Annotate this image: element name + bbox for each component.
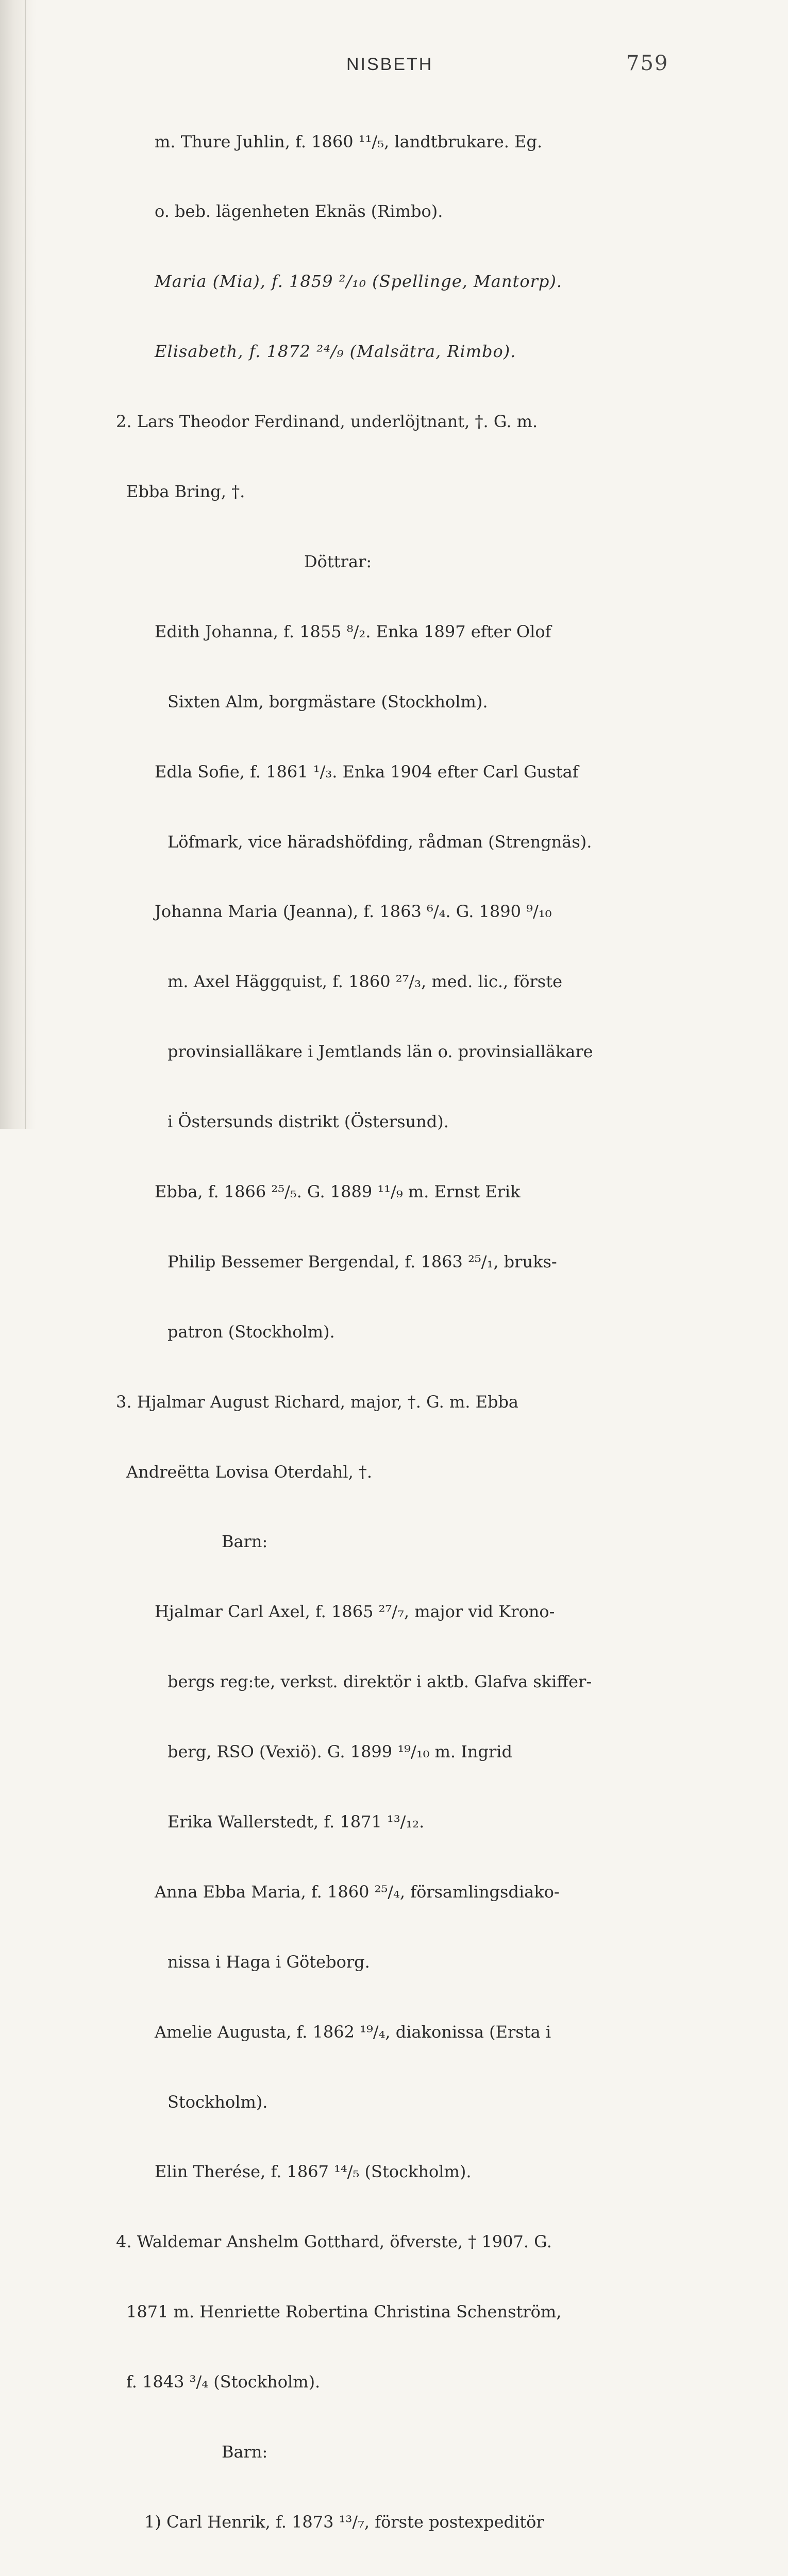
text-line: berg, RSO (Vexiö). G. 1899 ¹⁹/₁₀ m. Ingrid	[167, 1742, 513, 1762]
text-line: 2. Lars Theodor Ferdinand, underlöjtnant, †. G. m.	[116, 412, 538, 432]
text-line: Andreëtta Lovisa Oterdahl, †.	[126, 1462, 373, 1482]
text-line: 3. Hjalmar August Richard, major, †. G. m. Ebba	[116, 1392, 518, 1412]
text-line: i Östersunds distrikt (Östersund).	[167, 1112, 449, 1132]
text-line: provinsialläkare i Jemtlands län o. provinsialläkare	[167, 1042, 593, 1062]
text-line: Löfmark, vice häradshöfding, rådman (Strengnäs).	[167, 832, 592, 852]
text-line: Philip Bessemer Bergendal, f. 1863 ²⁵/₁, bruks-	[167, 1251, 557, 1272]
text-line: Hjalmar Carl Axel, f. 1865 ²⁷/₇, major vid Krono-	[155, 1602, 555, 1622]
text-line: 1871 m. Henriette Robertina Christina Schenström,	[126, 2302, 562, 2322]
page-header	[0, 52, 788, 82]
text-line: Maria (Mia), f. 1859 ²/₁₀ (Spellinge, Mantorp).	[155, 272, 563, 292]
text-line: Johanna Maria (Jeanna), f. 1863 ⁶/₄. G. 1890 ⁹/₁₀	[155, 902, 552, 922]
text-line: Stockholm).	[167, 2092, 268, 2112]
section-heading: Barn:	[222, 2442, 268, 2462]
text-line: o. beb. lägenheten Eknäs (Rimbo).	[155, 201, 443, 222]
text-line: bergs reg:te, verkst. direktör i aktb. Glafva skiffer-	[167, 1672, 592, 1692]
text-line: Edith Johanna, f. 1855 ⁸/₂. Enka 1897 efter Olof	[155, 621, 551, 641]
text-line: Sixten Alm, borgmästare (Stockholm).	[167, 691, 488, 711]
running-head: NISBETH	[346, 55, 433, 74]
page-gutter-shadow	[0, 0, 36, 1129]
section-heading: Barn:	[222, 1532, 268, 1552]
text-line: nissa i Haga i Göteborg.	[167, 1952, 370, 1972]
text-line: m. Axel Häggquist, f. 1860 ²⁷/₃, med. lic., förste	[167, 972, 562, 992]
text-line: Anna Ebba Maria, f. 1860 ²⁵/₄, församlingsdiako-	[155, 1882, 560, 1902]
text-line: m. Thure Juhlin, f. 1860 ¹¹/₅, landtbrukare. Eg.	[155, 131, 543, 151]
text-line: Ebba Bring, †.	[126, 482, 245, 502]
text-line: 4. Waldemar Anshelm Gotthard, öfverste, † 1907. G.	[116, 2232, 552, 2252]
text-line: Amelie Augusta, f. 1862 ¹⁹/₄, diakonissa (Ersta i	[155, 2022, 551, 2042]
text-line: 1) Carl Henrik, f. 1873 ¹³/₇, förste postexpeditör	[144, 2512, 544, 2532]
page-number: 759	[626, 52, 669, 75]
section-heading: Döttrar:	[304, 551, 372, 571]
text-line: Elin Therése, f. 1867 ¹⁴/₅ (Stockholm).	[155, 2162, 472, 2182]
text-line: Erika Wallerstedt, f. 1871 ¹³/₁₂.	[167, 1811, 425, 1832]
text-line: Edla Sofie, f. 1861 ¹/₃. Enka 1904 efter Carl Gustaf	[155, 761, 579, 782]
binding-edge	[25, 0, 26, 1129]
genealogy-text	[116, 83, 696, 2576]
text-line: Ebba, f. 1866 ²⁵/₅. G. 1889 ¹¹/₉ m. Ernst Erik	[155, 1181, 521, 1201]
text-line: patron (Stockholm).	[167, 1321, 335, 1342]
text-line: Elisabeth, f. 1872 ²⁴/₉ (Malsätra, Rimbo).	[155, 342, 516, 362]
text-line: f. 1843 ³/₄ (Stockholm).	[126, 2372, 321, 2392]
